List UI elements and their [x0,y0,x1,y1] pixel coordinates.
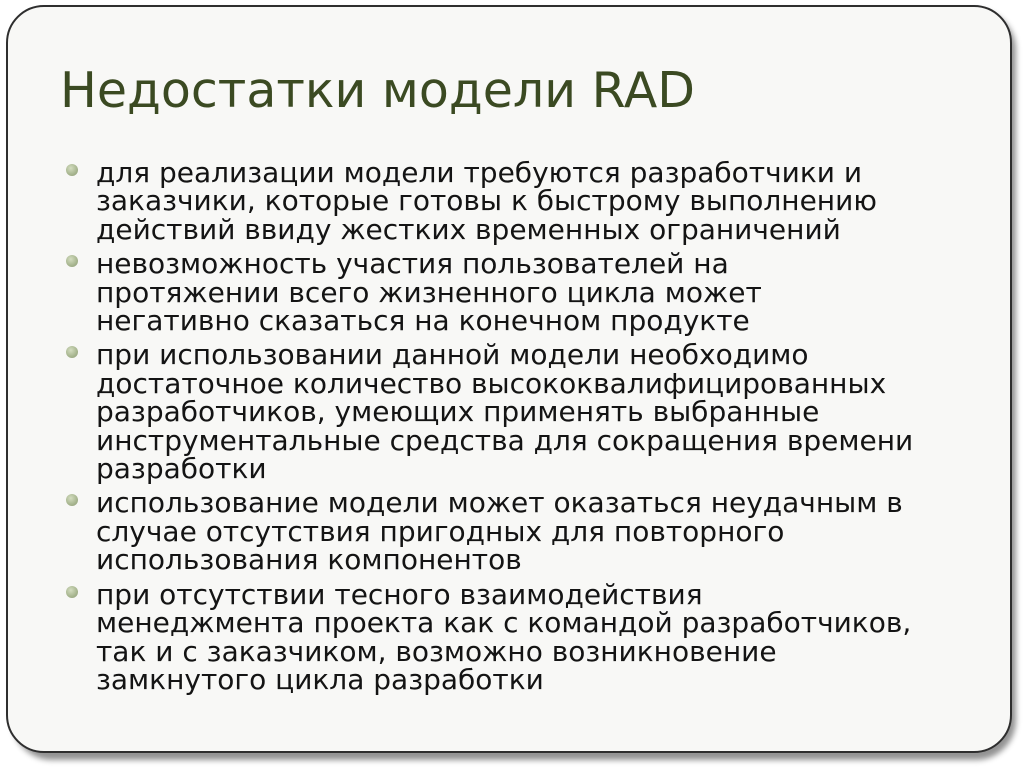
bullet-text-line: использование модели может оказаться неудачным в [96,486,903,520]
bullet-text-line: так и с заказчиком, возможно возникновение [96,634,777,668]
bullet-text-line: инструментальные средства для сокращения времени [96,423,914,457]
bullet-text-line: невозможность участия пользователей на [96,247,729,281]
bullet-text-line: негативно сказаться на конечном продукте [96,304,750,338]
bullet-text-line: при использовании данной модели необходимо [96,338,809,372]
bullet-text-line: протяжении всего жизненного цикла может [96,275,762,309]
bullet-text-line: достаточное количество высококвалифицированных [96,366,887,400]
bullet-item [8,577,1008,696]
bullet-text-line: разработки [96,452,267,486]
bullet-dot-icon [66,494,78,506]
bullet-text-line: при отсутствии тесного взаимодействия [96,577,703,611]
bullet-dot-icon [66,586,78,598]
bullet-item [8,156,1008,246]
bullet-text-line: заказчики, которые готовы к быстрому выполнению [96,184,877,218]
bullet-dot-icon [66,346,78,358]
bullet-list [8,156,1008,700]
bullet-item [8,247,1008,338]
bullet-item [8,338,1008,486]
slide [6,5,1012,753]
bullet-text-line: замкнутого цикла разработки [96,662,544,696]
bullet-text-line: случае отсутствия пригодных для повторного [96,514,785,548]
bullet-text-line: для реализации модели требуются разработчики и [96,156,863,189]
bullet-text-line: разработчиков, умеющих применять выбранные [96,395,820,429]
bullet-text-line: использования компонентов [96,543,522,577]
bullet-dot-icon [66,164,78,176]
bullet-dot-icon [66,255,78,267]
bullet-item [8,486,1008,577]
bullet-text-line: менеджмента проекта как с командой разработчиков, [96,606,912,640]
bullet-text-line: действий ввиду жестких временных ограничений [96,212,841,246]
slide-title: Недостатки модели RAD [60,62,695,119]
